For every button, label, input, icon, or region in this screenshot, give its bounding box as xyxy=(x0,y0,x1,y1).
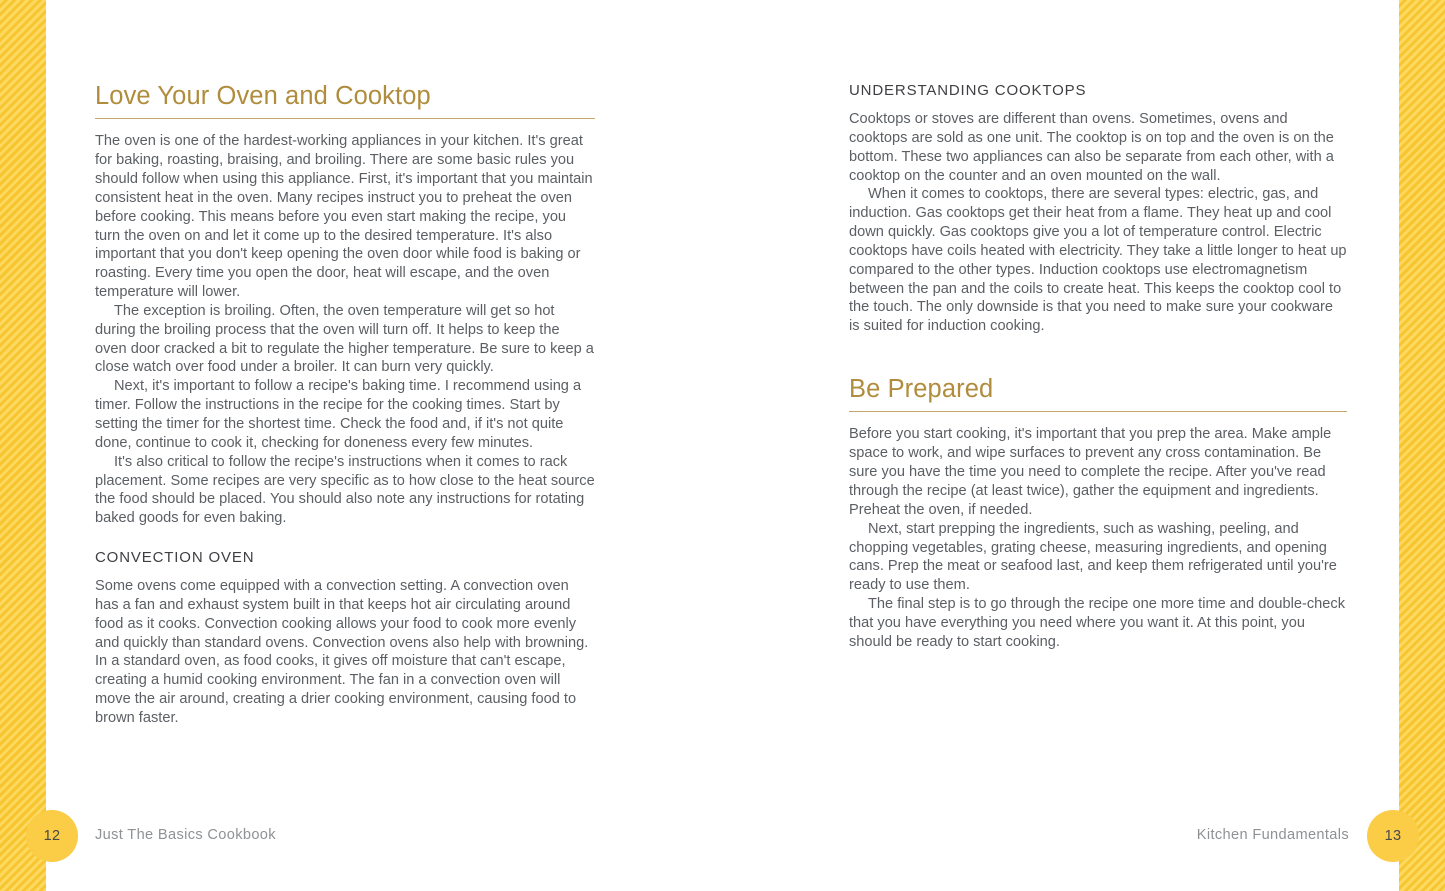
spacer xyxy=(849,412,1347,425)
paragraph: Next, start prepping the ingredients, such as washing, peeling, and chopping vegetables, grating cheese, measuring ingredients, and opening cans. Prep the meat or seafood last, and keep them refrigerated until you're ready to use them. xyxy=(849,520,1337,594)
page-title-be-prepared: Be Prepared xyxy=(849,375,1347,412)
left-page-text-column xyxy=(95,82,595,728)
paragraph: Before you start cooking, it's important that you prep the area. Make ample space to work, and wipe surfaces to prevent any cross contamination. Be sure you have the time you need to complete the recipe. After you've read through the recipe (at least twice), gather the equipment and ingredients. Preheat the oven, if needed. xyxy=(849,426,1332,518)
paragraph: Some ovens come equipped with a convection setting. A convection oven has a fan and exhaust system built in that keeps hot air circulating around food as it cooks. Convection cooking allows your food to cook more evenly and quickly than standard ovens. Convection ovens also help with browning. In a standard oven, as food cooks, it gives off moisture that can't escape, creating a humid cooking environment. The fan in a convection oven will move the air around, creating a drier cooking environment, causing food to brown faster. xyxy=(95,578,589,726)
spacer xyxy=(95,528,595,549)
paragraph: It's also critical to follow the recipe's instructions when it comes to rack placement. Some recipes are very specific as to how close to the heat source the food should be placed. You should also note any instructions for rotating baked goods for even baking. xyxy=(95,453,595,527)
paragraph: The final step is to go through the recipe one more time and double-check that you have everything you need where you want it. At this point, you should be ready to start cooking. xyxy=(849,596,1346,650)
subheading-understanding-cooktops: UNDERSTANDING COOKTOPS xyxy=(849,82,1087,99)
page-number-badge-left xyxy=(26,810,78,862)
paragraph: The oven is one of the hardest-working appliances in your kitchen. It's great for baking, roasting, braising, and broiling. There are some basic rules you should follow when using this appliance. First, it's important that you maintain consistent heat in the oven. Many recipes instruct you to preheat the oven before cooking. This means before you even start making the recipe, you turn the oven on and let it come up to the desired temperature. It's also important that you don't keep opening the oven door while food is baking or roasting. Every time you open the door, heat will escape, and the oven temperature will lower. xyxy=(95,133,593,301)
spacer xyxy=(95,566,595,577)
paragraph: The exception is broiling. Often, the oven temperature will get so hot during the broiling process that the oven will turn off. It helps to keep the oven door cracked a bit to regulate the higher temperature. Be sure to keep a close watch over food under a broiler. It can burn very quickly. xyxy=(95,302,594,376)
paragraph: Cooktops or stoves are different than ovens. Sometimes, ovens and cooktops are sold as one unit. The cooktop is on top and the oven is on the bottom. These two appliances can also be separate from each other, with a cooktop on the counter and an oven mounted on the wall. xyxy=(849,111,1334,184)
paragraph: Next, it's important to follow a recipe's baking time. I recommend using a timer. Follow the instructions in the recipe for the cooking times. Start by setting the timer for the shortest time. Check the food and, if it's not quite done, continue to cook it, checking for doneness every few minutes. xyxy=(95,378,582,451)
spacer xyxy=(849,99,1347,110)
running-head-left: Just The Basics Cookbook xyxy=(95,827,276,843)
running-head-right: Kitchen Fundamentals xyxy=(1196,827,1349,843)
subheading-convection-oven: CONVECTION OVEN xyxy=(95,549,255,567)
paragraph: When it comes to cooktops, there are several types: electric, gas, and induction. Gas cooktops get their heat from a flame. They heat up and cool down quickly. Gas cooktops give you a lot of temperature control. Electric cooktops have coils heated with electricity. They take a little longer to heat up compared to the other types. Induction cooktops use electromagnetism between the pan and the coils to create heat. This keeps the cooktop cool to the touch. The only downside is that you need to make sure your cookware is suited for induction cooking. xyxy=(849,186,1347,335)
spacer xyxy=(95,119,595,132)
right-page xyxy=(722,0,1445,891)
spacer xyxy=(849,336,1347,375)
left-page xyxy=(0,0,722,891)
page-number-right: 13 xyxy=(1384,828,1402,844)
right-page-text-column xyxy=(849,82,1347,652)
page-title-love-your-oven-and-cooktop: Love Your Oven and Cooktop xyxy=(95,82,595,119)
page-number-badge-right xyxy=(1367,810,1419,862)
page-number-left: 12 xyxy=(43,828,61,844)
